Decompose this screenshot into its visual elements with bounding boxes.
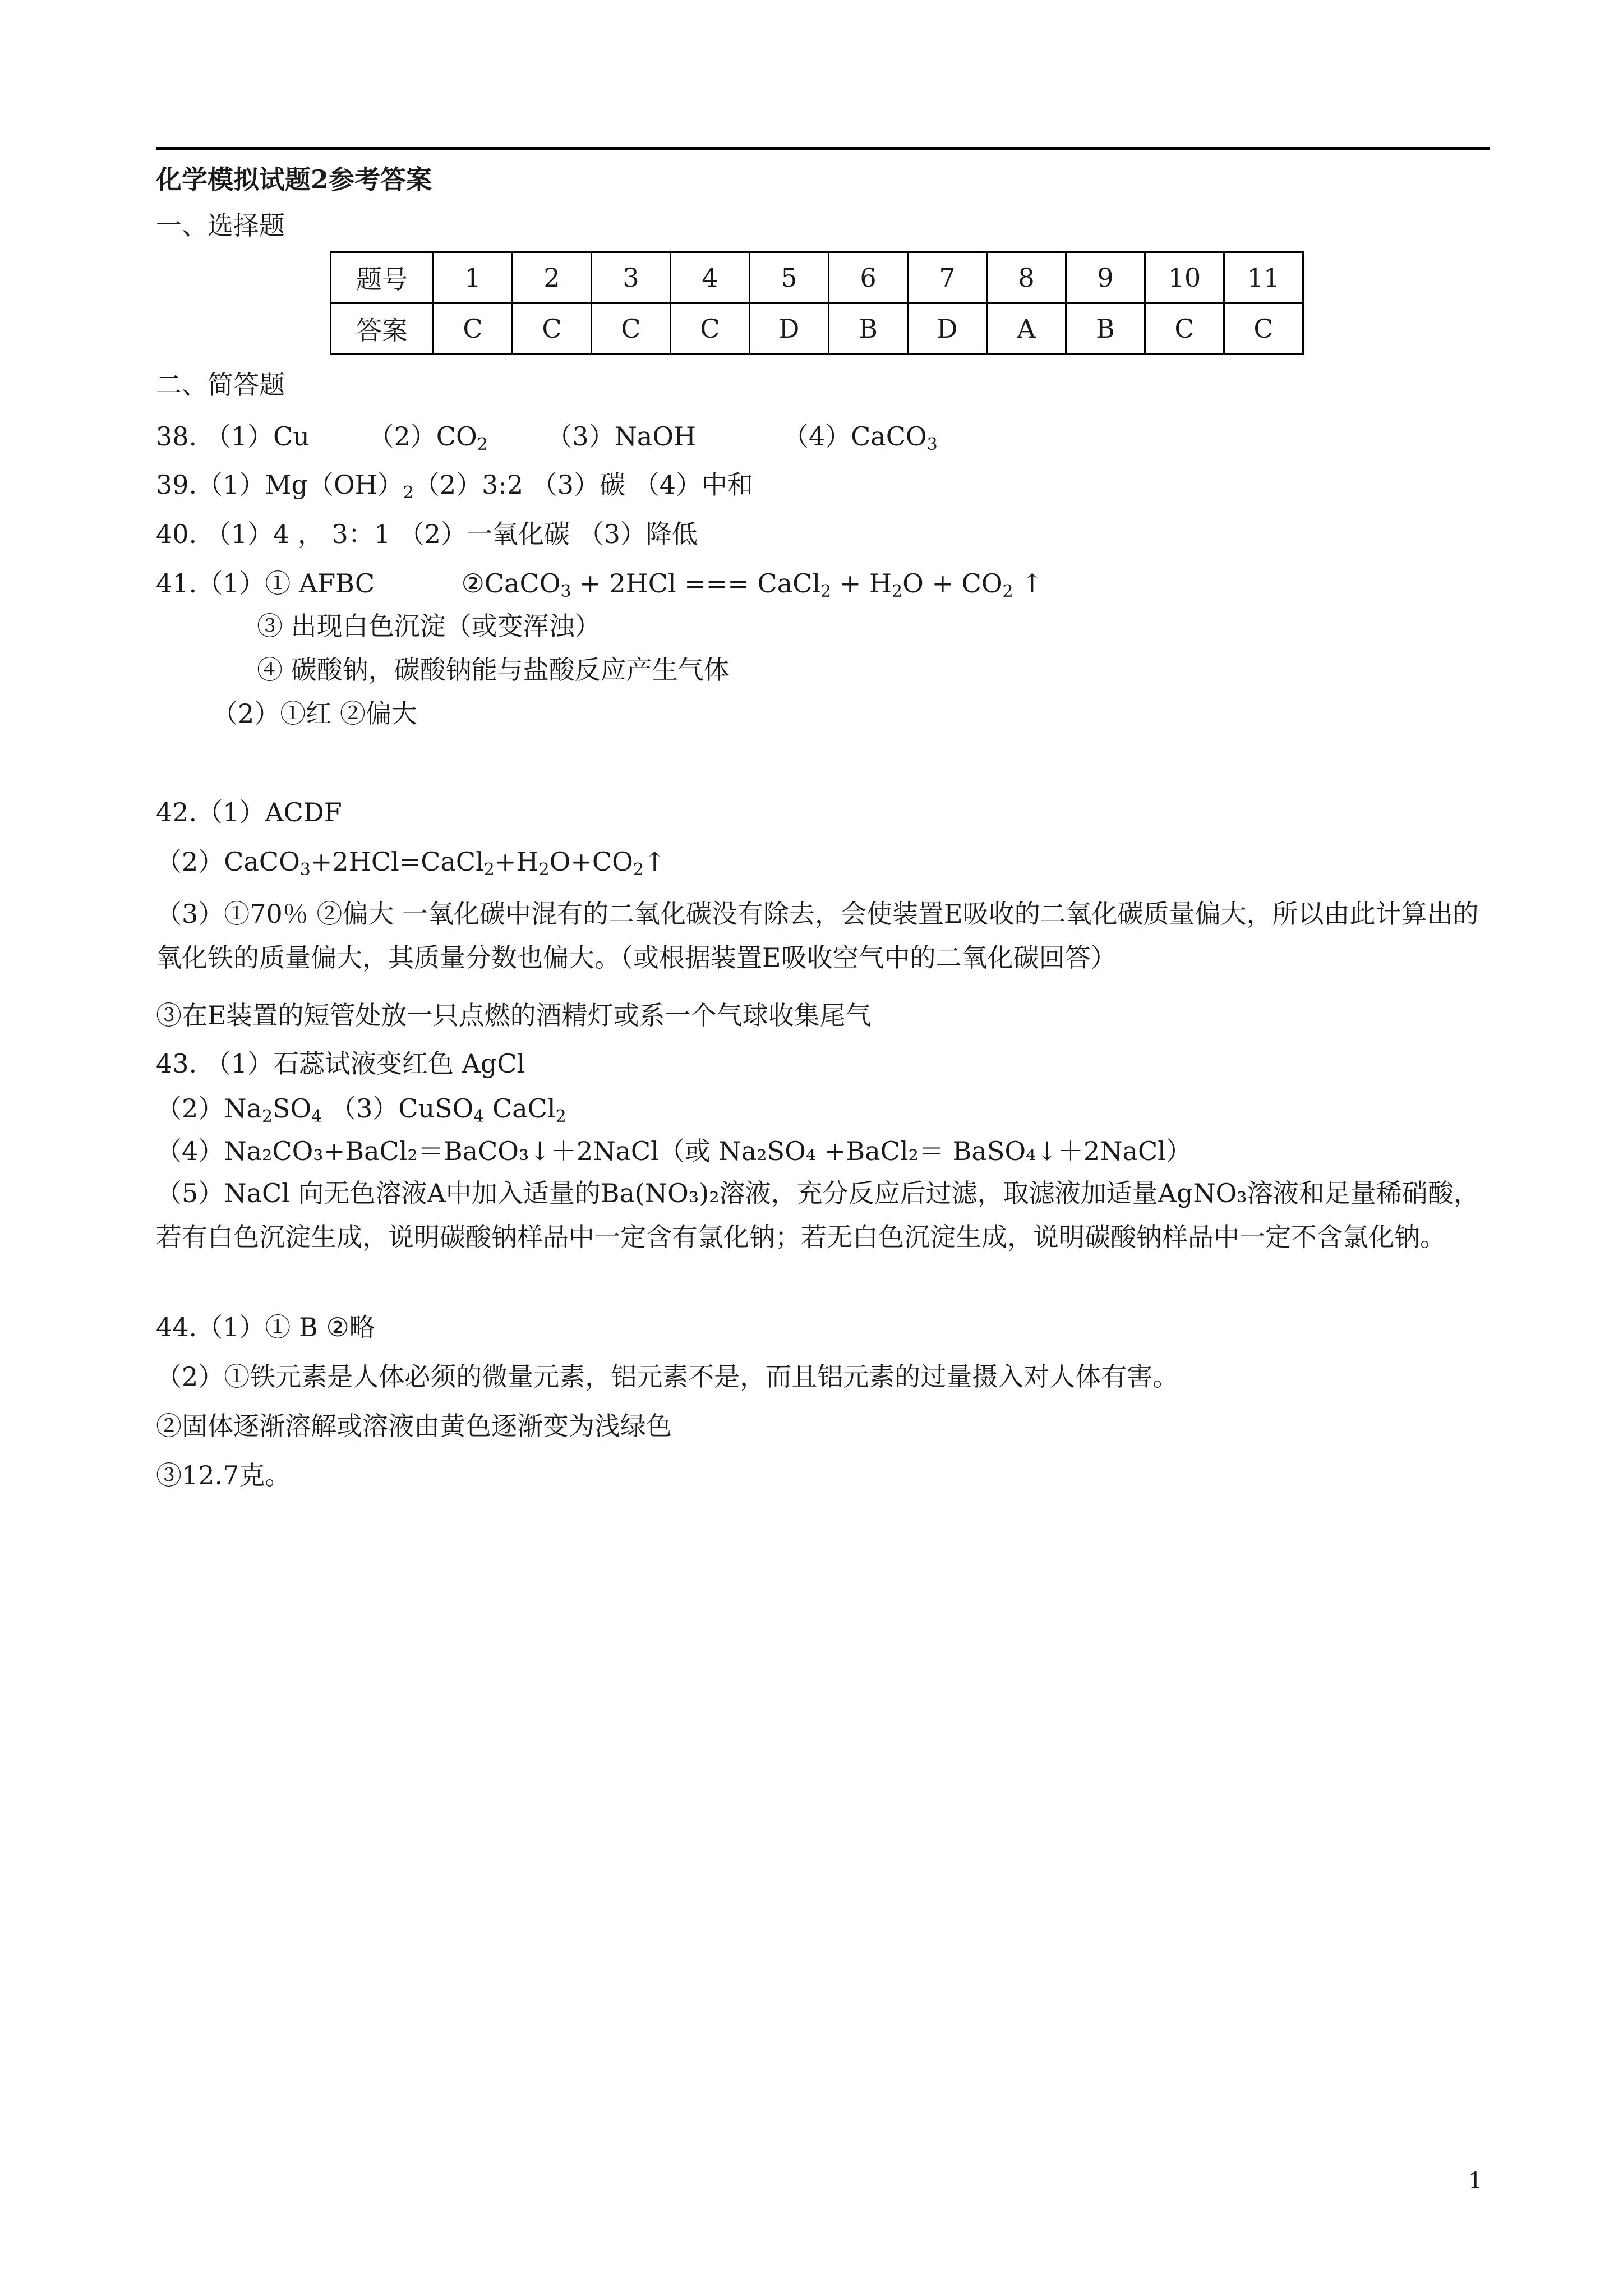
q38-part2-sub: 2 xyxy=(477,435,488,454)
row-header-number: 题号 xyxy=(331,252,434,303)
q38-part1: （1）Cu xyxy=(205,421,310,452)
q41-l1c-sub: 2 xyxy=(820,582,832,601)
answer-q41-line2: ③ 出现白色沉淀（或变浑浊） xyxy=(257,611,601,641)
answer-q44-line3: ②固体逐渐溶解或溶液由黄色逐渐变为浅绿色 xyxy=(156,1411,672,1441)
table-cell: 4 xyxy=(671,252,750,303)
q43-l2b-sub: 4 xyxy=(311,1107,322,1126)
answer-q44-line1: 44.（1）① B ②略 xyxy=(156,1312,375,1342)
answer-q41-line3: ④ 碳酸钠，碳酸钠能与盐酸反应产生气体 xyxy=(257,655,730,685)
q38-part4: （4）CaCO xyxy=(782,421,927,452)
q41-l1e: O + CO xyxy=(902,568,1003,599)
q43-l2c-sub: 4 xyxy=(473,1107,485,1126)
answer-q43-line4: （5）NaCl 向无色溶液A中加入适量的Ba(NO₃)₂溶液，充分反应后过滤，取滤液加适量AgNO₃溶液和足量稀硝酸，若有白色沉淀生成，说明碳酸钠样品中一定含有氯化钠；若无白色沉淀生成，说明碳酸钠样品中一定不含氯化钠。 xyxy=(156,1178,1479,1252)
q42-l2c: +H xyxy=(494,846,539,877)
table-cell: D xyxy=(750,303,829,355)
table-cell: 8 xyxy=(987,252,1066,303)
header-rule xyxy=(156,147,1490,150)
answer-q42-line1: 42.（1）ACDF xyxy=(156,797,342,827)
answer-q43-line2 xyxy=(156,1092,566,1125)
q43-l2c: （3）CuSO xyxy=(322,1093,474,1124)
q38-part4-sub: 3 xyxy=(926,435,938,454)
q41-l1f: ↑ xyxy=(1013,568,1043,599)
table-cell: B xyxy=(1066,303,1145,355)
answer-q44-line4: ③12.7克。 xyxy=(156,1460,291,1490)
q39-part-b: （2）3:2 （3）碳 （4）中和 xyxy=(413,470,753,500)
q38-part3: （3）NaOH xyxy=(546,421,697,452)
q42-l2b: +2HCl=CaCl xyxy=(310,846,484,877)
q42-l2d: O+CO xyxy=(549,846,633,877)
table-cell: 1 xyxy=(434,252,513,303)
answer-q43-line3: （4）Na₂CO₃+BaCl₂＝BaCO₃↓＋2NaCl（或 Na₂SO₄ +BaCl₂＝ BaSO₄↓＋2NaCl） xyxy=(156,1136,1192,1166)
answer-table xyxy=(330,251,1304,355)
q42-l2c-sub: 2 xyxy=(538,860,550,880)
table-cell: 10 xyxy=(1145,252,1224,303)
table-cell: 7 xyxy=(908,252,987,303)
q43-l2a: （2）Na xyxy=(156,1093,262,1124)
q43-l2d: CaCl xyxy=(484,1093,556,1124)
table-cell: B xyxy=(829,303,908,355)
q38-num: 38. xyxy=(156,421,197,452)
table-cell: A xyxy=(987,303,1066,355)
q41-l1b-sub: 3 xyxy=(560,582,571,601)
q41-l1c: + 2HCl === CaCl xyxy=(571,568,821,599)
answer-q41-line4: （2）①红 ②偏大 xyxy=(212,698,417,729)
q41-l1a: 41.（1）① AFBC xyxy=(156,568,375,599)
table-cell: 9 xyxy=(1066,252,1145,303)
q42-l2a-sub: 3 xyxy=(299,860,311,880)
table-cell: C xyxy=(1224,303,1303,355)
answer-q42-line4: ③在E装置的短管处放一只点燃的酒精灯或系一个气球收集尾气 xyxy=(156,1000,872,1030)
q41-l1d-sub: 2 xyxy=(892,582,903,601)
q41-l1e-sub: 2 xyxy=(1002,582,1013,601)
q39-part-a: 39.（1）Mg（OH） xyxy=(156,470,403,500)
table-cell: 11 xyxy=(1224,252,1303,303)
section-heading-short-answer: 二、简答题 xyxy=(156,370,285,400)
answer-q43-line1: 43. （1）石蕊试液变红色 AgCl xyxy=(156,1048,525,1079)
page-title: 化学模拟试题2参考答案 xyxy=(156,164,432,195)
q38-part2: （2）CO xyxy=(368,421,477,452)
table-cell: C xyxy=(1145,303,1224,355)
q43-l2d-sub: 2 xyxy=(555,1107,566,1126)
q41-l1d: + H xyxy=(831,568,892,599)
answer-q44-line2: （2）①铁元素是人体必须的微量元素，铝元素不是，而且铝元素的过量摄入对人体有害。 xyxy=(156,1361,1179,1392)
table-cell: 2 xyxy=(513,252,592,303)
answer-q42-line3: （3）①70％ ②偏大 一氧化碳中混有的二氧化碳没有除去，会使装置E吸收的二氧化碳质量偏大，所以由此计算出的氧化铁的质量偏大，其质量分数也偏大。（或根据装置E吸收空气中的二氧化碳回答） xyxy=(156,899,1479,973)
q42-l2b-sub: 2 xyxy=(483,860,495,880)
q42-l2a: （2）CaCO xyxy=(156,846,300,877)
section-heading-choice: 一、选择题 xyxy=(156,210,285,241)
table-cell: C xyxy=(434,303,513,355)
row-header-answer: 答案 xyxy=(331,303,434,355)
table-cell: C xyxy=(671,303,750,355)
q41-l1b: ②CaCO xyxy=(461,568,561,599)
table-cell: 6 xyxy=(829,252,908,303)
q43-l2a-sub: 2 xyxy=(261,1107,273,1126)
answer-q38 xyxy=(156,420,938,453)
answer-q40: 40. （1）4 ， 3：1 （2）一氧化碳 （3）降低 xyxy=(156,519,698,549)
q42-l2d-sub: 2 xyxy=(633,860,644,880)
q42-l2e: ↑ xyxy=(643,846,666,877)
answer-q39 xyxy=(156,468,753,501)
q39-part-a-sub: 2 xyxy=(403,483,414,503)
answer-q41-line1 xyxy=(156,567,1043,600)
table-cell: 3 xyxy=(592,252,671,303)
q43-l2b: SO xyxy=(273,1093,312,1124)
table-cell: C xyxy=(513,303,592,355)
table-row-answers xyxy=(331,303,1303,355)
table-row-numbers xyxy=(331,252,1303,303)
table-cell: D xyxy=(908,303,987,355)
table-cell: 5 xyxy=(750,252,829,303)
page-number: 1 xyxy=(1468,2168,1483,2194)
table-cell: C xyxy=(592,303,671,355)
answer-q42-line2 xyxy=(156,845,665,878)
